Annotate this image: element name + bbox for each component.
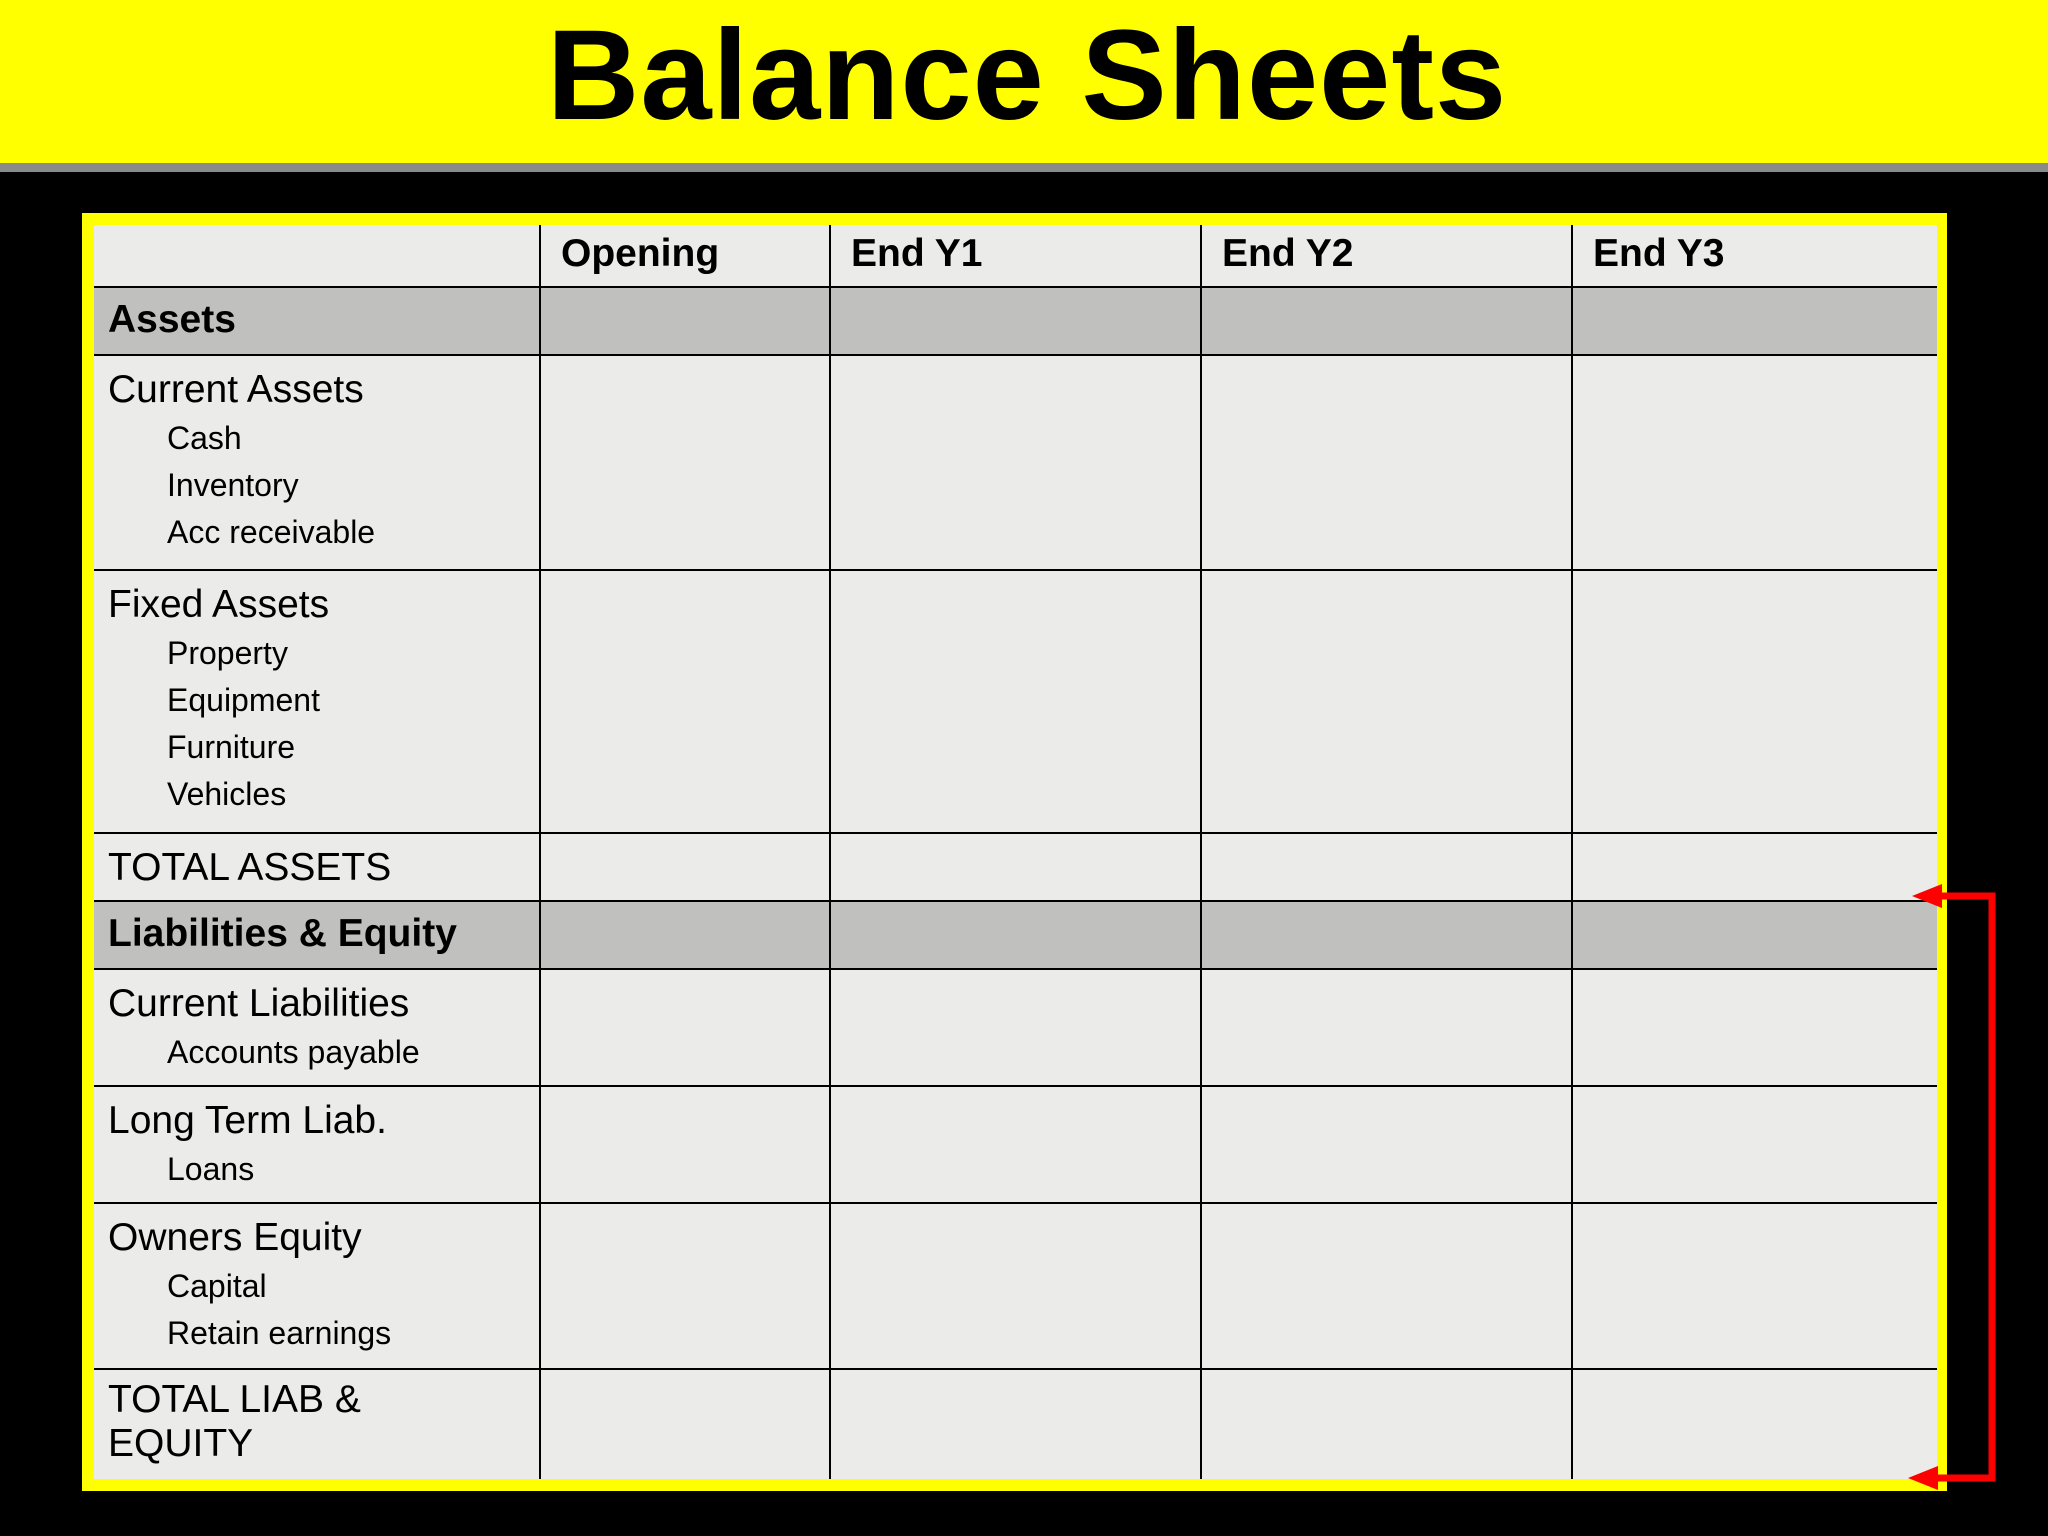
row-label-cell (94, 833, 540, 901)
table-cell[interactable] (1201, 969, 1572, 1086)
row-item-loans: Loans (167, 1151, 255, 1187)
column-header-end-y1: End Y1 (830, 225, 1201, 287)
table-cell[interactable] (1201, 1369, 1572, 1479)
table-cell[interactable] (540, 969, 830, 1086)
table-cell[interactable] (1201, 355, 1572, 570)
table-cell[interactable] (1572, 969, 1937, 1086)
table-cell[interactable] (1201, 901, 1572, 969)
table-cell[interactable] (830, 355, 1201, 570)
table-cell[interactable] (1572, 833, 1937, 901)
table-cell[interactable] (1201, 1086, 1572, 1203)
table-cell[interactable] (1572, 1086, 1937, 1203)
table-cell[interactable] (540, 1203, 830, 1369)
table-row-total-assets (94, 833, 1937, 901)
row-label-owners-equity: Owners Equity (108, 1216, 362, 1259)
table-row-current-liabilities (94, 969, 1937, 1086)
table-cell[interactable] (540, 355, 830, 570)
table-row-current-assets (94, 355, 1937, 570)
table-row-total-liab-equity (94, 1369, 1937, 1479)
header-row (94, 225, 1937, 287)
table-cell[interactable] (1201, 1203, 1572, 1369)
row-label-fixed-assets: Fixed Assets (108, 583, 330, 626)
table-cell[interactable] (830, 833, 1201, 901)
row-label-cell (94, 570, 540, 833)
section-label-cell (94, 287, 540, 355)
row-label-total-liab-equity (94, 1370, 539, 1466)
table-cell[interactable] (830, 901, 1201, 969)
table-cell[interactable] (830, 570, 1201, 833)
row-label-cell (94, 1369, 540, 1479)
row-label-total-assets: TOTAL ASSETS (108, 846, 392, 889)
row-item-property: Property (167, 635, 288, 671)
table-cell[interactable] (540, 570, 830, 833)
row-label-long-term-liab: Long Term Liab. (108, 1099, 387, 1142)
total-liab-line2: EQUITY (108, 1422, 254, 1465)
table-cell[interactable] (540, 901, 830, 969)
table-cell[interactable] (1201, 570, 1572, 833)
table-cell[interactable] (1572, 355, 1937, 570)
column-header-end-y3: End Y3 (1572, 225, 1937, 287)
table-cell[interactable] (1201, 833, 1572, 901)
total-liab-line1: TOTAL LIAB & (108, 1378, 361, 1421)
table-cell[interactable] (830, 287, 1201, 355)
table-cell[interactable] (830, 969, 1201, 1086)
section-label-cell (94, 901, 540, 969)
table-row-owners-equity (94, 1203, 1937, 1369)
table-row-fixed-assets (94, 570, 1937, 833)
section-row-liabilities (94, 901, 1937, 969)
table-cell[interactable] (830, 1203, 1201, 1369)
table-cell[interactable] (1572, 901, 1937, 969)
header-blank-cell (94, 225, 540, 287)
row-item-retain-earnings: Retain earnings (167, 1315, 392, 1351)
row-item-vehicles: Vehicles (167, 776, 287, 812)
table-cell[interactable] (830, 1086, 1201, 1203)
table-cell[interactable] (1572, 1203, 1937, 1369)
table-cell[interactable] (830, 1369, 1201, 1479)
row-item-furniture: Furniture (167, 729, 296, 765)
column-header-end-y2: End Y2 (1201, 225, 1572, 287)
section-label-liabilities-equity: Liabilities & Equity (108, 912, 457, 955)
row-item-cash: Cash (167, 420, 242, 456)
balance-sheet-table (94, 225, 1937, 1479)
table-cell[interactable] (540, 1369, 830, 1479)
section-row-assets (94, 287, 1937, 355)
title-bar (0, 0, 2048, 172)
page-title: Balance Sheets (546, 4, 1508, 147)
row-item-capital: Capital (167, 1268, 267, 1304)
table-cell[interactable] (1572, 570, 1937, 833)
table-cell[interactable] (1201, 287, 1572, 355)
section-label-assets: Assets (108, 298, 236, 341)
row-label-cell (94, 1086, 540, 1203)
row-label-current-assets: Current Assets (108, 368, 364, 411)
row-label-current-liabilities: Current Liabilities (108, 982, 410, 1025)
row-item-inventory: Inventory (167, 467, 299, 503)
row-label-cell (94, 355, 540, 570)
table-row-long-term-liab (94, 1086, 1937, 1203)
table-cell[interactable] (1572, 1369, 1937, 1479)
row-label-cell (94, 1203, 540, 1369)
table-cell[interactable] (540, 1086, 830, 1203)
row-item-equipment: Equipment (167, 682, 320, 718)
row-item-accounts-payable: Accounts payable (167, 1034, 420, 1070)
table-cell[interactable] (1572, 287, 1937, 355)
row-label-cell (94, 969, 540, 1086)
column-header-opening: Opening (540, 225, 830, 287)
table-cell[interactable] (540, 833, 830, 901)
row-item-acc-receivable: Acc receivable (167, 514, 376, 550)
table-cell[interactable] (540, 287, 830, 355)
